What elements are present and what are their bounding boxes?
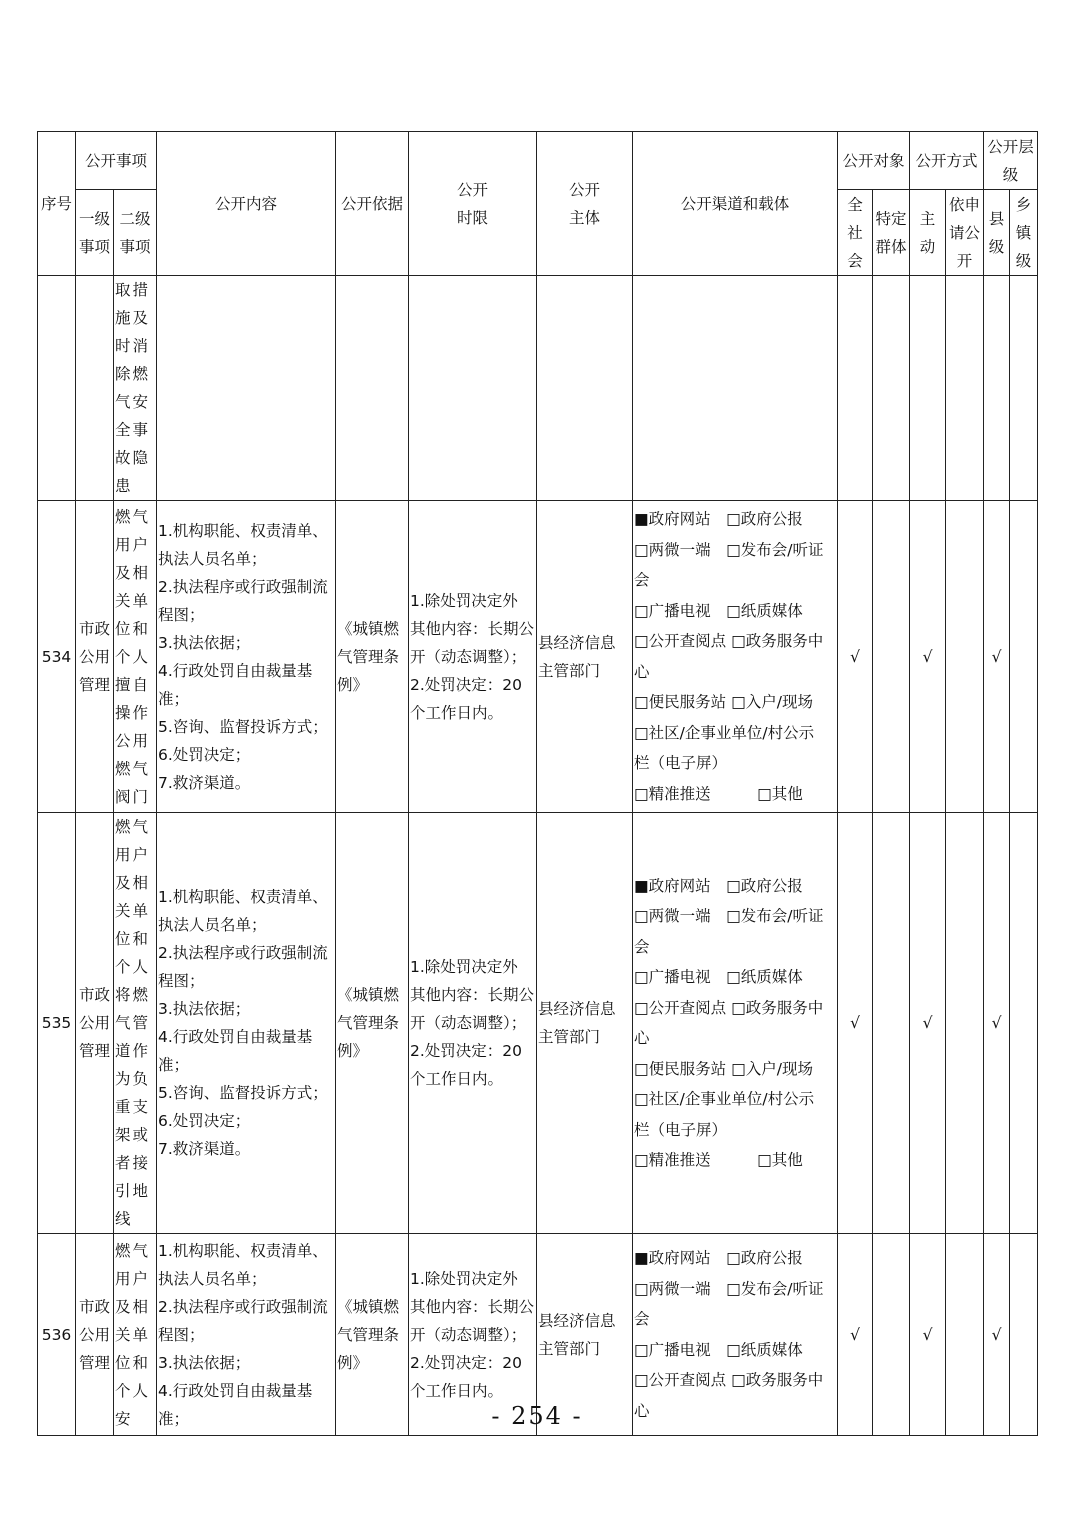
text-line: 级 bbox=[1002, 165, 1019, 184]
text-line: 2.执法程序或行政强制流 bbox=[158, 577, 328, 596]
text-line: □精准推送 □其他 bbox=[634, 1151, 803, 1169]
disclosure-table bbox=[37, 131, 1038, 1436]
text-line: 1.机构职能、权责清单、 bbox=[158, 521, 328, 540]
text-line: 动 bbox=[919, 237, 936, 256]
text-line: 管理 bbox=[78, 675, 110, 694]
row-check-specific bbox=[873, 501, 910, 813]
text-line: □公开查阅点 □政务服务中 bbox=[634, 998, 824, 1017]
text-line: 1.除处罚决定外 bbox=[410, 1269, 518, 1288]
text-line: 公开 bbox=[569, 180, 601, 199]
text-line: 全 bbox=[847, 195, 863, 214]
text-line: 管理 bbox=[78, 1353, 110, 1372]
row-channels bbox=[633, 501, 838, 813]
text-line: 事项 bbox=[119, 237, 151, 256]
text-line: 级 bbox=[988, 237, 1005, 256]
text-line: □广播电视 □纸质媒体 bbox=[634, 1340, 803, 1359]
row-seq: 534 bbox=[38, 501, 76, 813]
header-object-specific bbox=[873, 190, 910, 276]
text-line: 2.执法程序或行政强制流 bbox=[158, 944, 328, 962]
row-check-apply bbox=[946, 501, 984, 813]
row-check-town bbox=[1010, 501, 1038, 813]
text-line: 会 bbox=[847, 251, 863, 270]
text-line: 主体 bbox=[569, 208, 601, 227]
text-line: 6.处罚决定； bbox=[158, 1112, 251, 1130]
text-line: □两微一端 □发布会/听证 bbox=[634, 540, 824, 559]
row-content bbox=[157, 813, 336, 1234]
text-line: 4.行政处罚自由裁量基 bbox=[158, 661, 313, 680]
header-object-all bbox=[838, 190, 873, 276]
header-subject bbox=[537, 132, 633, 276]
row-check-all: √ bbox=[838, 813, 873, 1234]
row-seq: 535 bbox=[38, 813, 76, 1234]
text-line: 公用 bbox=[78, 1014, 110, 1032]
text-line: 县经济信息 bbox=[538, 1311, 616, 1330]
row-check-county: √ bbox=[984, 1234, 1010, 1436]
text-line: ■政府网站 □政府公报 bbox=[634, 876, 803, 895]
table-row bbox=[38, 501, 1038, 813]
text-line: □公开查阅点 □政务服务中 bbox=[634, 1371, 824, 1389]
text-line: 7.救济渠道。 bbox=[158, 773, 251, 792]
header-content: 公开内容 bbox=[157, 132, 336, 276]
text-line: 1.除处罚决定外 bbox=[410, 958, 518, 976]
text-line: ■政府网站 □政府公报 bbox=[634, 1249, 803, 1267]
row-item2: 燃气用户及相关单位和个人安 bbox=[114, 1234, 157, 1436]
text-line: 级 bbox=[1015, 251, 1032, 270]
text-line: 其他内容：长期公 bbox=[410, 986, 535, 1004]
table-row bbox=[38, 813, 1038, 1234]
text-line: 2.处罚决定：20 bbox=[410, 675, 523, 694]
text-line: 气管理条 bbox=[337, 1014, 400, 1032]
text-line: 3.执法依据； bbox=[158, 1000, 251, 1018]
text-line: 事项 bbox=[78, 237, 110, 256]
text-line: 乡 bbox=[1015, 195, 1032, 214]
text-line: □广播电视 □纸质媒体 bbox=[634, 968, 803, 986]
text-line: 镇 bbox=[1015, 223, 1032, 242]
text-line: 会 bbox=[634, 1310, 650, 1328]
text-line: 程图； bbox=[158, 972, 205, 990]
text-line: 7.救济渠道。 bbox=[158, 1140, 251, 1158]
text-line: 主 bbox=[919, 209, 936, 228]
header-object: 公开对象 bbox=[838, 132, 910, 190]
text-line: 心 bbox=[634, 1029, 650, 1047]
text-line: □社区/企事业单位/村公示 bbox=[634, 723, 815, 742]
row-channels bbox=[633, 813, 838, 1234]
text-line: 气管理条 bbox=[337, 1325, 400, 1344]
text-line: □社区/企事业单位/村公示 bbox=[634, 1090, 815, 1108]
text-line: 5.咨询、监督投诉方式； bbox=[158, 1084, 328, 1102]
text-line: 管理 bbox=[78, 1042, 110, 1060]
header-deadline bbox=[409, 132, 537, 276]
row-check-county: √ bbox=[984, 813, 1010, 1234]
header-level-town bbox=[1010, 190, 1038, 276]
text-line: 公开层 bbox=[987, 137, 1034, 156]
row-item2: 燃气用户及相关单位和个人擅自操作公用燃气阀门 bbox=[114, 501, 157, 813]
text-line: 1.机构职能、权责清单、 bbox=[158, 1241, 328, 1260]
text-line: 准； bbox=[158, 689, 190, 708]
text-line: 例》 bbox=[337, 1042, 369, 1060]
text-line: □广播电视 □纸质媒体 bbox=[634, 601, 803, 620]
text-line: 准； bbox=[158, 1409, 190, 1428]
text-line: 社 bbox=[847, 223, 863, 242]
text-line: 其他内容：长期公 bbox=[410, 619, 535, 638]
text-line: 个工作日内。 bbox=[410, 1070, 504, 1088]
text-line: 心 bbox=[634, 662, 650, 681]
row-check-town bbox=[1010, 813, 1038, 1234]
header-matters: 公开事项 bbox=[76, 132, 157, 190]
row-item2: 燃气用户及相关单位和个人将燃气管道作为负重支架或者接引地线 bbox=[114, 813, 157, 1234]
text-line: □公开查阅点 □政务服务中 bbox=[634, 632, 824, 650]
text-line: 4.行政处罚自由裁量基 bbox=[158, 1381, 313, 1400]
row-basis bbox=[336, 501, 409, 813]
header-level-county bbox=[984, 190, 1010, 276]
row-content bbox=[157, 501, 336, 813]
header-level2 bbox=[114, 190, 157, 276]
text-line: 时限 bbox=[457, 208, 489, 227]
text-line: 《城镇燃 bbox=[337, 986, 400, 1004]
text-line: 个工作日内。 bbox=[410, 1381, 504, 1400]
text-line: 会 bbox=[634, 571, 650, 589]
text-line: 2.处罚决定：20 bbox=[410, 1353, 523, 1372]
text-line: 《城镇燃 bbox=[337, 619, 400, 638]
row-check-active: √ bbox=[910, 501, 946, 813]
text-line: 栏（电子屏） bbox=[634, 754, 728, 772]
text-line: 例》 bbox=[337, 675, 369, 694]
text-line: 程图； bbox=[158, 1325, 205, 1344]
text-line: 4.行政处罚自由裁量基 bbox=[158, 1028, 313, 1046]
text-line: 市政 bbox=[78, 619, 110, 638]
row-check-all: √ bbox=[838, 1234, 873, 1436]
text-line: 3.执法依据； bbox=[158, 1353, 251, 1372]
text-line: 主管部门 bbox=[538, 1028, 601, 1046]
text-line: 县经济信息 bbox=[538, 633, 616, 652]
text-line: 县 bbox=[988, 209, 1005, 228]
row-basis bbox=[336, 813, 409, 1234]
row-check-county: √ bbox=[984, 501, 1010, 813]
text-line: 公用 bbox=[78, 1325, 110, 1344]
text-line: 群体 bbox=[875, 237, 907, 256]
row-deadline bbox=[409, 813, 537, 1234]
text-line: 执法人员名单； bbox=[158, 1269, 267, 1288]
header-method-apply bbox=[946, 190, 984, 276]
text-line: 开（动态调整）； bbox=[410, 1325, 527, 1344]
text-line: 开（动态调整）； bbox=[410, 647, 527, 666]
text-line: 主管部门 bbox=[538, 661, 601, 680]
text-line: 执法人员名单； bbox=[158, 916, 267, 934]
text-line: 2.处罚决定：20 bbox=[410, 1042, 523, 1060]
header-method: 公开方式 bbox=[910, 132, 984, 190]
header-seq: 序号 bbox=[38, 132, 76, 276]
text-line: 《城镇燃 bbox=[337, 1297, 400, 1316]
header-row-top bbox=[38, 132, 1038, 190]
row-check-active: √ bbox=[910, 1234, 946, 1436]
text-line: 1.机构职能、权责清单、 bbox=[158, 888, 328, 906]
text-line: 气管理条 bbox=[337, 647, 400, 666]
text-line: □便民服务站 □入户/现场 bbox=[634, 1059, 813, 1078]
header-level bbox=[984, 132, 1038, 190]
text-line: 6.处罚决定； bbox=[158, 745, 251, 764]
row-deadline bbox=[409, 501, 537, 813]
row-check-all: √ bbox=[838, 501, 873, 813]
text-line: 公开 bbox=[457, 180, 489, 199]
text-line: 程图； bbox=[158, 605, 205, 624]
continuation-row bbox=[38, 276, 1038, 501]
row-check-active: √ bbox=[910, 813, 946, 1234]
text-line: 会 bbox=[634, 937, 650, 956]
text-line: 开 bbox=[956, 251, 973, 270]
text-line: 栏（电子屏） bbox=[634, 1120, 728, 1139]
row-item1 bbox=[76, 813, 114, 1234]
text-line: 二级 bbox=[119, 209, 151, 228]
row-check-specific bbox=[873, 813, 910, 1234]
row-subject bbox=[537, 501, 633, 813]
text-line: 一级 bbox=[78, 209, 110, 228]
text-line: □两微一端 □发布会/听证 bbox=[634, 1279, 824, 1298]
text-line: 2.执法程序或行政强制流 bbox=[158, 1297, 328, 1316]
header-basis: 公开依据 bbox=[336, 132, 409, 276]
text-line: □两微一端 □发布会/听证 bbox=[634, 907, 824, 925]
header-channel: 公开渠道和载体 bbox=[633, 132, 838, 276]
text-line: 请公 bbox=[949, 223, 981, 242]
text-line: 个工作日内。 bbox=[410, 703, 504, 722]
text-line: 5.咨询、监督投诉方式； bbox=[158, 717, 328, 736]
row-subject bbox=[537, 813, 633, 1234]
row-seq: 536 bbox=[38, 1234, 76, 1436]
text-line: 心 bbox=[634, 1401, 650, 1420]
text-line: 市政 bbox=[78, 986, 110, 1004]
text-line: 开（动态调整）； bbox=[410, 1014, 527, 1032]
page-number: - 254 - bbox=[491, 1402, 583, 1430]
text-line: 准； bbox=[158, 1056, 190, 1074]
row-check-apply bbox=[946, 813, 984, 1234]
text-line: 主管部门 bbox=[538, 1339, 601, 1358]
text-line: ■政府网站 □政府公报 bbox=[634, 510, 803, 528]
header-level1 bbox=[76, 190, 114, 276]
text-line: 公用 bbox=[78, 647, 110, 666]
text-line: 特定 bbox=[875, 209, 907, 228]
text-line: 市政 bbox=[78, 1297, 110, 1316]
text-line: 1.除处罚决定外 bbox=[410, 591, 518, 610]
text-line: 3.执法依据； bbox=[158, 633, 251, 652]
text-line: 县经济信息 bbox=[538, 1000, 616, 1018]
text-line: 例》 bbox=[337, 1353, 369, 1372]
row-item1 bbox=[76, 501, 114, 813]
text-line: 执法人员名单； bbox=[158, 549, 267, 568]
text-line: 依申 bbox=[949, 195, 981, 214]
continuation-item2: 取措施及时消除燃气安全事故隐患 bbox=[114, 276, 157, 501]
text-line: 其他内容：长期公 bbox=[410, 1297, 535, 1316]
text-line: □精准推送 □其他 bbox=[634, 784, 803, 803]
header-method-active bbox=[910, 190, 946, 276]
text-line: □便民服务站 □入户/现场 bbox=[634, 693, 813, 711]
